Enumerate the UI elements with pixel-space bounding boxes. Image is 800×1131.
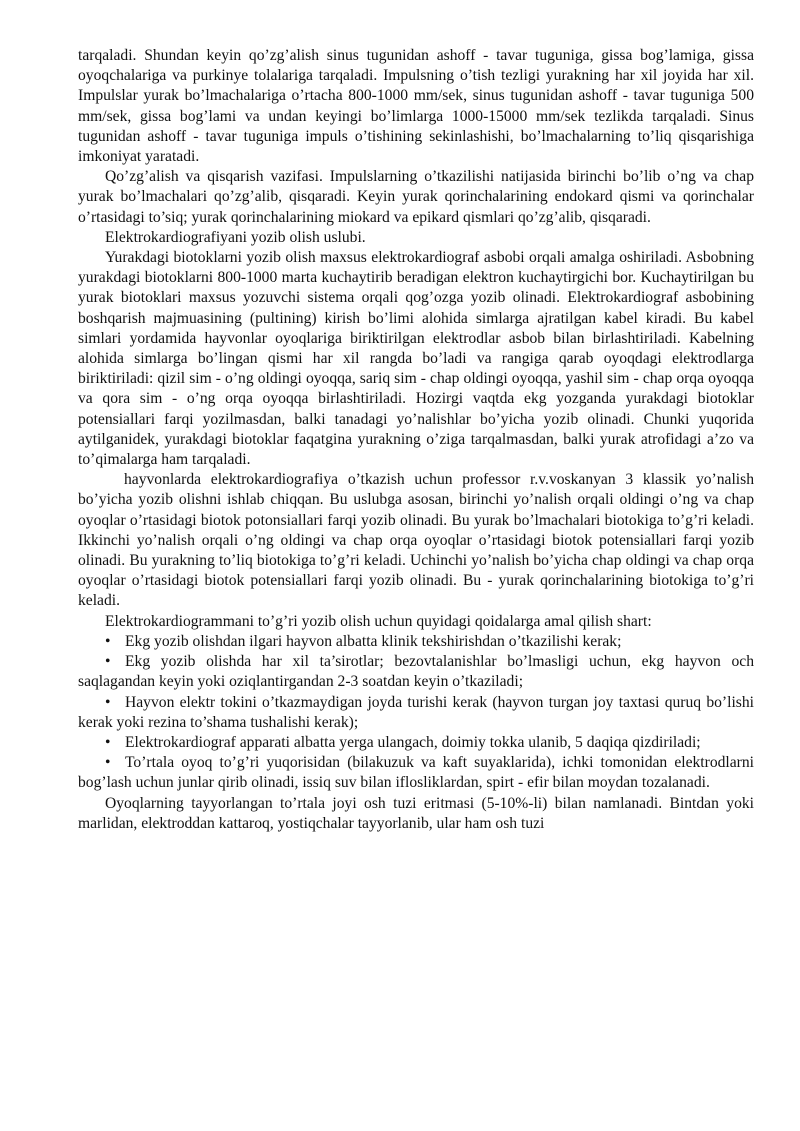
document-page xyxy=(78,46,754,834)
paragraph-rules-intro: Elektrokardiogrammani to’g’ri yozib olish uchun quyidagi qoidalarga amal qilish shart: xyxy=(105,612,652,630)
paragraph-ecg-device: Yurakdagi biotoklarni yozib olish maxsus elektrokardiograf asbobi orqali amalga oshiriladi. Asbobning yurakdagi biotoklarni 800-1000 marta kuchaytirib beradigan elektron kuchaytirgichi bor. Kuchaytirilgan bu yurak biotoklari maxsus yozuvchi sistema orqali qog’ozga yozib olinadi. Elektrokardiograf asbobining boshqarish majmuasining (pultining) kirish bo’limi alohida simlarga ajratilgan kabel kiradi. Bu kabel simlari yordamida hayvonlar oyoqlariga biriktirilgan elektrodlar asbob bilan birlashtiriladi. Kabelning alohida simlarga bo’lingan qismi har xil rangda bo’ladi va rangiga qarab oyoqdagi elektrodlarga biriktiriladi: qizil sim - o’ng oldingi oyoqqa, sariq sim - chap oldingi oyoqqa, yashil sim - chap orqa oyoqqa va qora sim - o’ng orqa oyoqqa birlashtiriladi. Hozirgi vaqtda ekg yozganda yurakdagi biotoklar potensiallari farqi yozilmasdan, balki tanadagi yo’nalishlar bo’yicha yozib olinadi. Chunki yuqorida aytilganidek, yurakdagi biotoklar faqatgina yurakning o’ziga tarqalmasdan, balki yurak atrofidagi a’zo va to’qimalarga ham tarqaladi. xyxy=(78,249,754,469)
paragraph-closing: Oyoqlarning tayyorlangan to’rtala joyi osh tuzi eritmasi (5-10%-li) bilan namlanadi. Bintdan yoki marlidan, elektroddan kattaroq, yostiqchalar tayyorlanib, ular ham osh tuzi xyxy=(78,794,754,832)
bullet-icon: • xyxy=(105,754,111,772)
paragraph-voskanyan-leads: hayvonlarda elektrokardiografiya o’tkazish uchun professor r.v.voskanyan 3 klassik yo’nalish bo’yicha yozib olishni ishlab chiqqan. Bu uslubga asosan, birinchi yo’nalish orqali oldingi o’ng va chap oyoqlar o’rtasidagi biotok potonsiallari farqi yozib olinadi. Bu yurak bo’lmachalari biotokiga to’g’ri keladi. Ikkinchi yo’nalish orqali o’ng oldingi va chap orqa oyoqlar o’rtasidagi biotok potensiallari farqi yozib olinadi. Bu yurakning to’liq biotokiga to’g’ri keladi. Uchinchi yo’nalish bo’yicha chap oldingi va chap orqa oyoqlar o’rtasidagi biotok potensiallari farqi yozib olinadi. Bu - yurak qorinchalarining biotokiga to’g’ri keladi. xyxy=(78,471,754,610)
list-item-text: Hayvon elektr tokini o’tkazmaydigan joyda turishi kerak (hayvon turgan joy taxtasi quruq bo’lishi kerak yoki rezina to’shama tushalishi kerak); xyxy=(78,693,754,731)
section-heading-ecg-method: Elektrokardiografiyani yozib olish uslubi. xyxy=(105,228,366,246)
paragraph-continuation: tarqaladi. Shundan keyin qo’zg’alish sinus tugunidan ashoff - tavar tuguniga, gissa bog’lamiga, gissa oyoqchalariga va purkinye tolalariga tarqaladi. Impulsning o’tish tezligi yurakning har xil joyida har xil. Impulslar yurak bo’lmachalariga o’rtacha 800-1000 mm/sek, sinus tugunidan ashoff - tavar tuguniga 500 mm/sek, gissa bog’lami va undan keyingi bo’limlarga 1000-15000 mm/sek tezlikda tarqaladi. Sinus tugunidan ashoff - tavar tuguniga impuls o’tishining sekinlashishi, bo’lmachalarning to’liq qisqarishiga imkoniyat yaratadi. xyxy=(78,47,754,166)
bullet-icon: • xyxy=(105,653,111,671)
list-item-text: Ekg yozib olishda har xil ta’sirotlar; bezovtalanishlar bo’lmasligi uchun, ekg hayvon och saqlagandan keyin yoki oziqlantirgandan 2-3 soatdan keyin o’tkaziladi; xyxy=(78,653,754,691)
bullet-icon: • xyxy=(105,733,111,751)
paragraph-excitation-contraction: Qo’zg’alish va qisqarish vazifasi. Impulslarning o’tkazilishi natijasida birinchi bo’lib o’ng va chap yurak bo’lmachalari qo’zg’alib, qisqaradi. Keyin yurak qorinchalarining endokard qismi va qorinchalar o’rtasidagi to’siq; yurak qorinchalarining miokard va epikard qismlari qo’zg’alib, qisqaradi. xyxy=(78,168,754,226)
list-item xyxy=(78,652,754,692)
bullet-icon: • xyxy=(105,693,111,711)
list-item-text: To’rtala oyoq to’g’ri yuqorisidan (bilakuzuk va kaft suyaklarida), ichki tomonidan elektrodlarni bog’lash uchun junlar qirib olinadi, issiq suv bilan iflosliklardan, spirt - efir bilan moydan tozalanadi. xyxy=(78,754,754,792)
list-item xyxy=(78,632,754,652)
list-item xyxy=(78,733,754,753)
list-item xyxy=(78,693,754,733)
list-item-text: Elektrokardiograf apparati albatta yerga ulangach, doimiy tokka ulanib, 5 daqiqa qizdiriladi; xyxy=(125,733,701,751)
list-item-text: Ekg yozib olishdan ilgari hayvon albatta klinik tekshirishdan o’tkazilishi kerak; xyxy=(125,632,622,650)
list-item xyxy=(78,753,754,793)
bullet-icon: • xyxy=(105,632,111,650)
